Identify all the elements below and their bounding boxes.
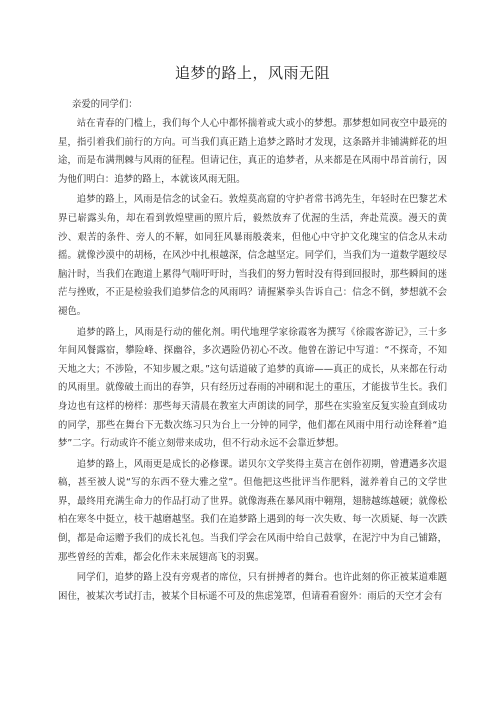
page-title: 追梦的路上，风雨无阻	[174, 64, 330, 82]
paragraph-4: 追梦的路上，风雨更是成长的必修课。诺贝尔文学奖得主莫言在创作初期，曾遭遇多次退稿，甚至被人说“写的东西不登大雅之堂”。但他把这些批评当作肥料，滋养着自己的文学世界，最终用充满生命力的作品打动了世界。就像海燕在暴风雨中翱翔，翅膀越练越硬；就像松柏在寒冬中挺立，枝干越磨越坚。我们在追梦路上遇到的每一次失败、每一次质疑、每一次跌倒，都是命运赠予我们的成长礼包。当我们学会在风雨中给自己鼓掌，在泥泞中为自己铺路，那些曾经的苦难，都会化作未来展翅高飞的羽翼。	[58, 458, 447, 563]
paragraph-1: 站在青春的门槛上，我们每个人心中都怀揣着或大或小的梦想。那梦想如同夜空中最亮的星，指引着我们前行的方向。可当我们真正踏上追梦之路时才发现，这条路并非铺满鲜花的坦途，而是布满荆棘与风雨的征程。但请记住，真正的追梦者，从来都是在风雨中昂首前行，因为他们明白：追梦的路上，本就该风雨无阻。	[58, 118, 447, 185]
paragraph-5: 同学们，追梦的路上没有旁观者的席位，只有拼搏者的舞台。也许此刻的你正被某道难题困住，被某次考试打击，被某个目标遥不可及的焦虑笼罩，但请看看窗外：雨后的天空才会有	[58, 572, 447, 602]
paragraph-2: 追梦的路上，风雨是信念的试金石。敦煌莫高窟的守护者常书鸿先生，年轻时在巴黎艺术界已崭露头角，却在看到敦煌壁画的照片后，毅然放弃了优渥的生活，奔赴荒漠。漫天的黄沙、艰苦的条件、旁人的不解，如同狂风暴雨般袭来，但他心中守护文化瑰宝的信念从未动摇。就像沙漠中的胡杨，在风沙中扎根越深，信念越坚定。同学们，当我们为一道数学题绞尽脑汁时，当我们在跑道上累得气喘吁吁时，当我们的努力暂时没有得到回报时，那些瞬间的迷茫与挫败，不正是检验我们追梦信念的风雨吗？请握紧拳头告诉自己：信念不倒，梦想就不会褪色。	[58, 194, 447, 317]
greeting: 亲爱的同学们：	[72, 99, 138, 110]
paragraph-3: 追梦的路上，风雨是行动的催化剂。明代地理学家徐霞客为撰写《徐霞客游记》，三十多年间风餐露宿，攀险峰、探幽谷，多次遇险仍初心不改。他曾在游记中写道：“不探奇，不知天地之大；不涉险，不知步履之艰。”这句话道破了追梦的真谛——真正的成长，从来都在行动的风雨里。就像破土而出的春笋，只有经历过春雨的冲刷和泥土的重压，才能拔节生长。我们身边也有这样的榜样：那些每天清晨在教室大声朗读的同学，那些在实验室反复实验直到成功的同学，那些在舞台下无数次练习只为台上一分钟的同学，他们都在风雨中用行动诠释着“追梦”二字。行动或许不能立刻带来成功，但不行动永远不会靠近梦想。	[58, 326, 447, 450]
